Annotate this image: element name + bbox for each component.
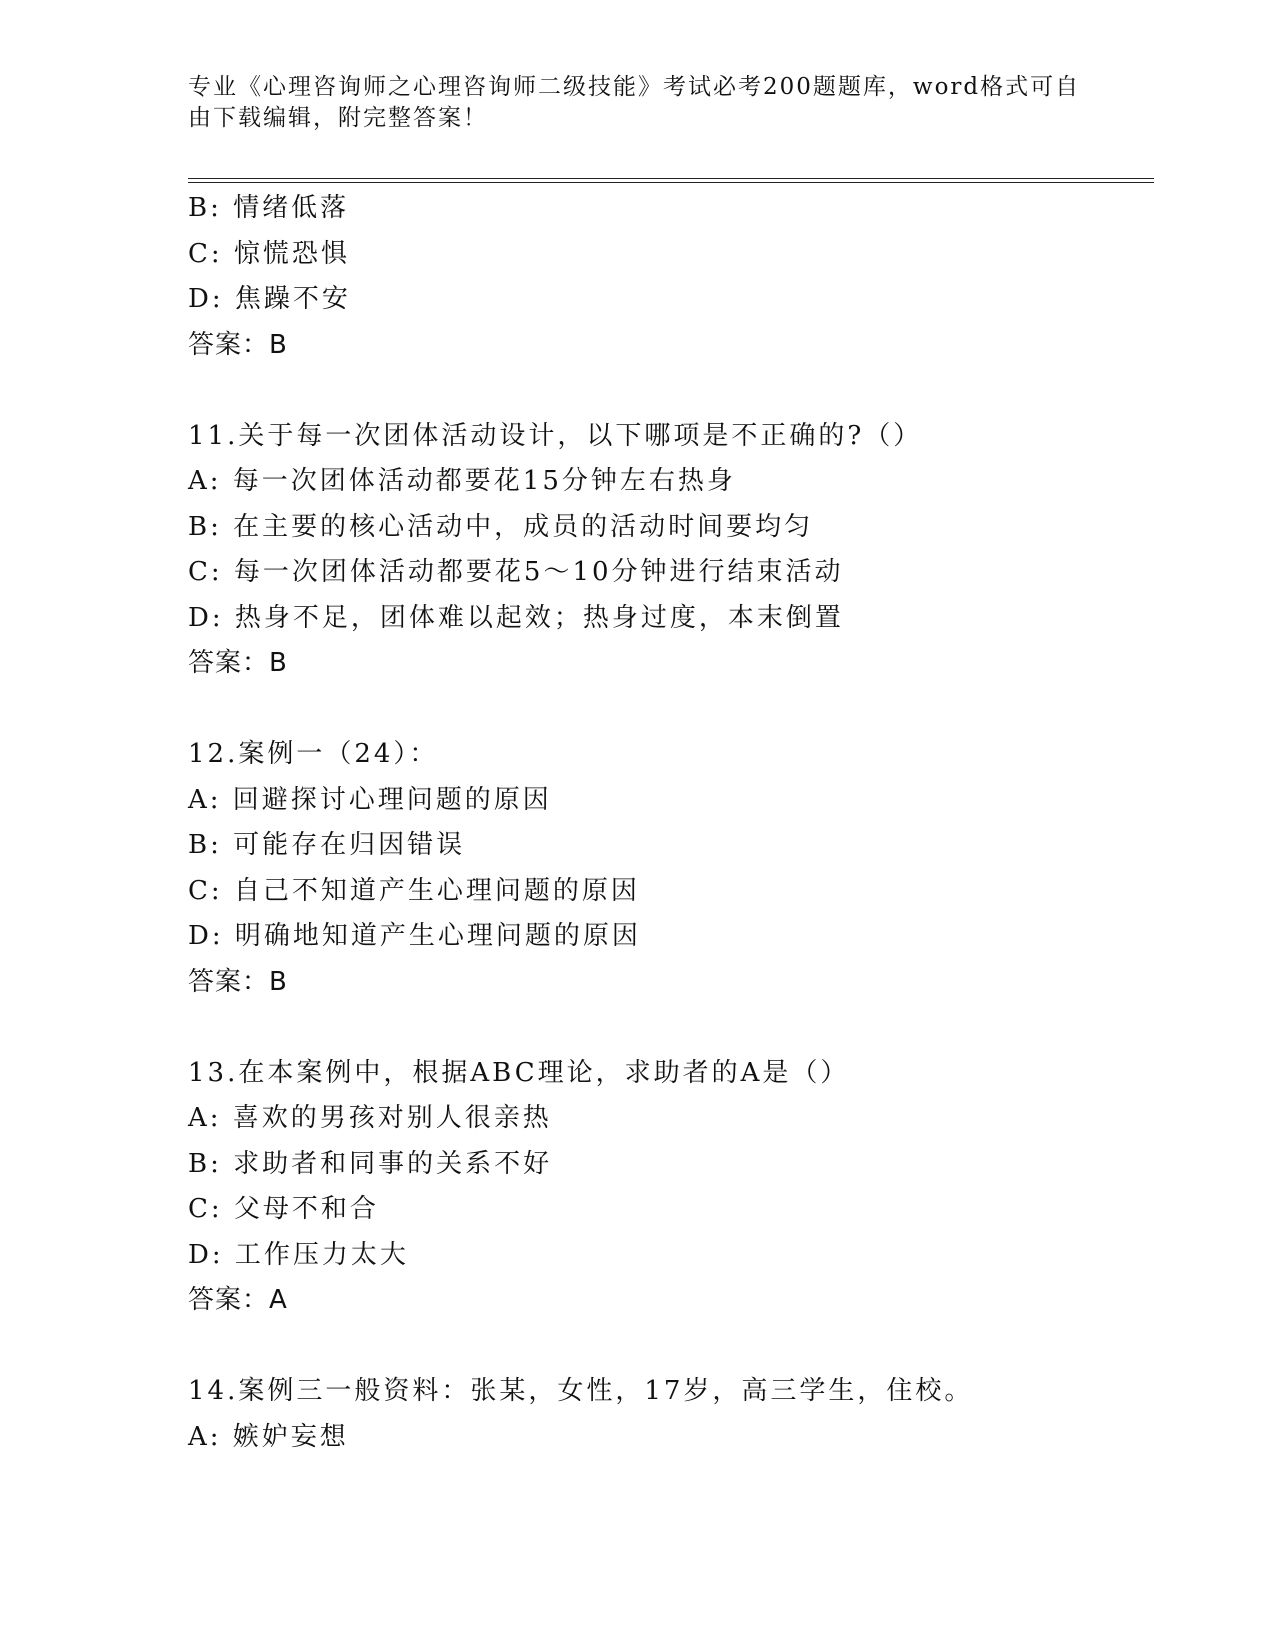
option-b: B: 情绪低落 — [188, 193, 350, 223]
option-c: C: 惊慌恐惧 — [188, 238, 350, 269]
header-divider-top — [188, 178, 1154, 179]
option-c: C: 父母不和合 — [188, 1194, 379, 1224]
option-d: D: 明确地知道产生心理问题的原因 — [188, 921, 641, 951]
question-stem: 11.关于每一次团体活动设计，以下哪项是不正确的?（） — [188, 420, 923, 451]
question-stem: 12.案例一（24）： — [188, 739, 439, 769]
question-fragment — [188, 186, 1154, 368]
question-item — [188, 1051, 1154, 1324]
question-list — [188, 186, 1154, 1460]
option-b: B: 在主要的核心活动中，成员的活动时间要均匀 — [188, 511, 814, 542]
question-item — [188, 732, 1154, 1005]
option-b: B: 可能存在归因错误 — [188, 830, 466, 860]
option-a: A: 回避探讨心理问题的原因 — [188, 784, 552, 815]
answer-line: 答案：B — [188, 966, 288, 997]
option-c: C: 自己不知道产生心理问题的原因 — [188, 875, 640, 906]
question-item — [188, 414, 1154, 687]
answer-line: 答案：A — [188, 1285, 288, 1315]
option-a: A: 喜欢的男孩对别人很亲热 — [188, 1103, 552, 1133]
option-a: A: 每一次团体活动都要花15分钟左右热身 — [188, 466, 736, 496]
option-d: D: 焦躁不安 — [188, 284, 351, 314]
header-line-1: 专业《心理咨询师之心理咨询师二级技能》考试必考200题题库，word格式可自 — [188, 74, 1081, 100]
question-stem: 14.案例三一般资料：张某，女性，17岁，高三学生，住校。 — [188, 1376, 974, 1406]
question-stem: 13.在本案例中，根据ABC理论，求助者的A是（） — [188, 1057, 850, 1088]
option-a: A: 嫉妒妄想 — [188, 1421, 349, 1452]
answer-line: 答案：B — [188, 329, 288, 360]
option-b: B: 求助者和同事的关系不好 — [188, 1148, 553, 1179]
spacer — [188, 1005, 1154, 1051]
spacer — [188, 687, 1154, 733]
option-d: D: 热身不足，团体难以起效；热身过度，本末倒置 — [188, 602, 844, 633]
spacer — [188, 368, 1154, 414]
header-divider-bottom — [188, 182, 1154, 183]
option-d: D: 工作压力太大 — [188, 1239, 409, 1270]
question-item — [188, 1369, 1154, 1460]
document-header — [188, 72, 1088, 134]
answer-line: 答案：B — [188, 648, 288, 678]
option-c: C: 每一次团体活动都要花5～10分钟进行结束活动 — [188, 557, 844, 587]
header-line-2: 由下载编辑，附完整答案！ — [188, 105, 488, 131]
spacer — [188, 1324, 1154, 1370]
